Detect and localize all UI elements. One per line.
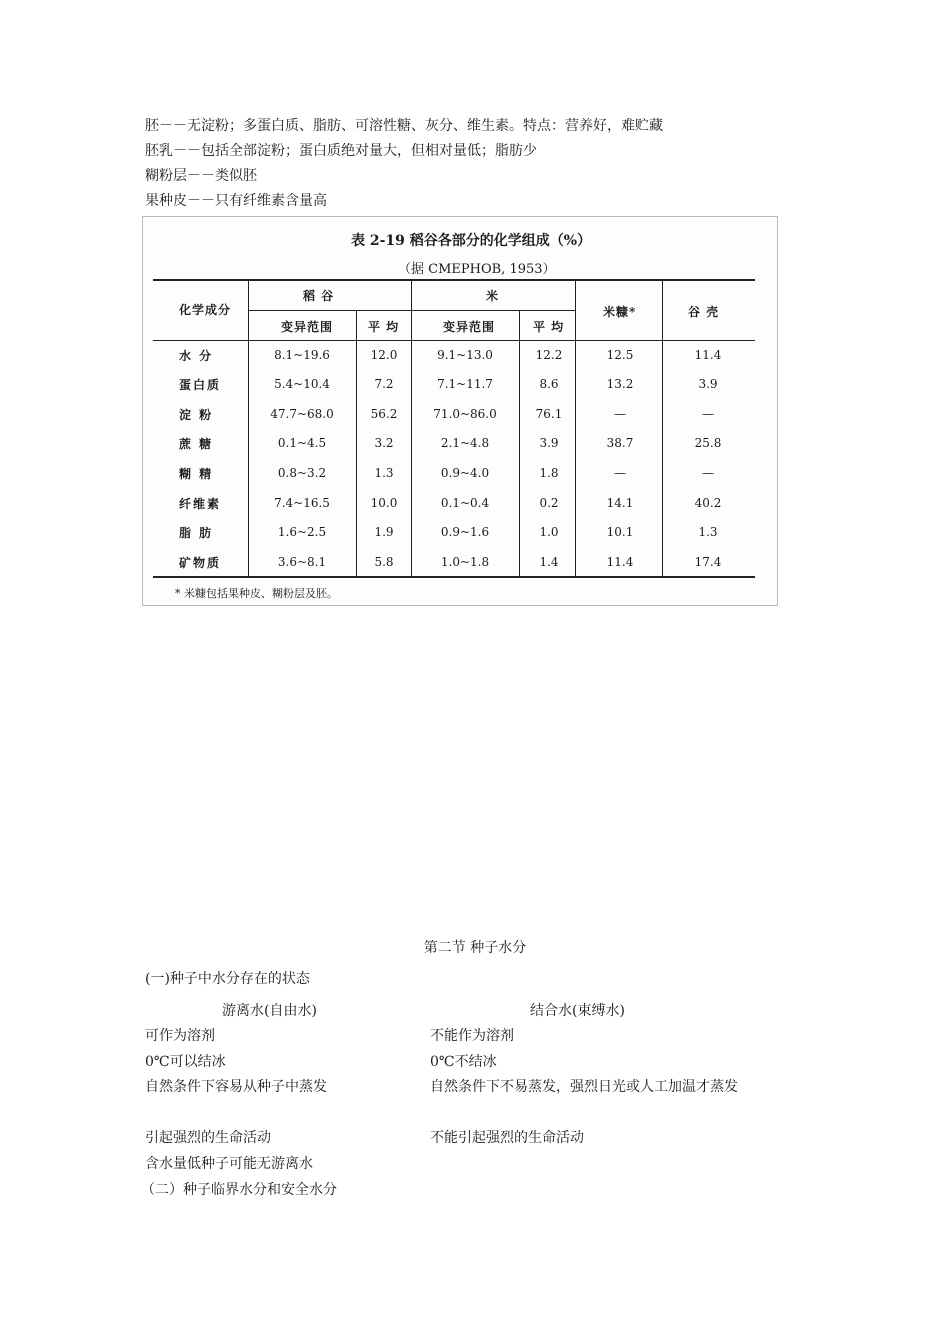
cell-rice-range: 2.1~4.8 — [440, 436, 490, 450]
row-label: 糊 精 — [179, 467, 214, 481]
cell-husk: 17.4 — [694, 555, 722, 569]
cell-rice-range: 1.0~1.8 — [440, 555, 490, 569]
cell-rice-mean: 12.2 — [535, 348, 563, 362]
row-label: 纤维素 — [179, 497, 222, 511]
table-footnote: * 米糠包括果种皮、糊粉层及胚。 — [175, 587, 338, 600]
cell-grain-mean: 12.0 — [370, 348, 398, 362]
cell-rice-range: 9.1~13.0 — [437, 348, 493, 362]
cell-husk: 40.2 — [694, 496, 722, 510]
header-mean: 平 均 — [533, 320, 565, 334]
table-col-divider — [662, 280, 663, 577]
cell-bran: 12.5 — [606, 348, 634, 362]
cell-grain-mean: 1.3 — [374, 466, 394, 480]
cell-bran: 13.2 — [606, 377, 634, 391]
cell-husk: 25.8 — [694, 436, 722, 450]
header-rice-grain: 稻 谷 — [303, 289, 335, 303]
cell-grain-mean: 5.8 — [374, 555, 394, 569]
intro-line-aleurone: 糊粉层－－类似胚 — [145, 168, 257, 184]
cell-bran: 14.1 — [606, 496, 634, 510]
cell-rice-range: 0.1~0.4 — [440, 496, 490, 510]
cell-grain-range: 8.1~19.6 — [274, 348, 330, 362]
header-rice: 米 — [486, 289, 500, 303]
header-husk: 谷 壳 — [688, 305, 720, 319]
cell-rice-mean: 8.6 — [539, 377, 559, 391]
cell-bran: 11.4 — [606, 555, 634, 569]
intro-line-endosperm: 胚乳－－包括全部淀粉；蛋白质绝对量大，但相对量低；脂肪少 — [145, 143, 537, 159]
header-mean: 平 均 — [368, 320, 400, 334]
header-range: 变异范围 — [281, 320, 334, 334]
cell-grain-range: 47.7~68.0 — [270, 407, 334, 421]
free-water-item: 含水量低种子可能无游离水 — [145, 1156, 313, 1172]
intro-line-embryo: 胚－－无淀粉；多蛋白质、脂肪、可溶性糖、灰分、维生素。特点：营养好，难贮藏 — [145, 118, 663, 134]
section-title: 第二节 种子水分 — [423, 940, 527, 956]
subsection-title: (一)种子中水分存在的状态 — [145, 971, 310, 987]
cell-bran: — — [614, 407, 626, 421]
header-component: 化学成分 — [179, 303, 232, 317]
cell-husk: 3.9 — [698, 377, 718, 391]
free-water-item: 自然条件下容易从种子中蒸发 — [145, 1079, 327, 1095]
table-source: （据 CMEPHOB, 1953） — [398, 262, 556, 277]
cell-rice-range: 0.9~4.0 — [440, 466, 490, 480]
row-label: 蛋白质 — [179, 378, 222, 392]
cell-grain-mean: 7.2 — [374, 377, 394, 391]
free-water-item: 0℃可以结冰 — [145, 1054, 226, 1070]
table-title: 表 2-19 稻谷各部分的化学组成（%） — [351, 233, 592, 249]
cell-husk: 11.4 — [694, 348, 722, 362]
cell-grain-range: 3.6~8.1 — [277, 555, 327, 569]
cell-rice-range: 71.0~86.0 — [433, 407, 497, 421]
table-header-bottom-rule — [153, 340, 755, 341]
row-label: 脂 肪 — [179, 526, 214, 540]
cell-bran: 10.1 — [606, 525, 634, 539]
cell-husk: — — [702, 466, 714, 480]
bound-water-item: 不能作为溶剂 — [430, 1028, 514, 1044]
cell-rice-mean: 0.2 — [539, 496, 559, 510]
cell-bran: — — [614, 466, 626, 480]
table-col-divider — [248, 280, 249, 577]
bound-water-item: 不能引起强烈的生命活动 — [430, 1130, 584, 1146]
row-label: 矿物质 — [179, 556, 222, 570]
cell-bran: 38.7 — [606, 436, 634, 450]
cell-rice-mean: 1.0 — [539, 525, 559, 539]
row-label: 蔗 糖 — [179, 437, 214, 451]
cell-rice-mean: 3.9 — [539, 436, 559, 450]
cell-rice-mean: 1.8 — [539, 466, 559, 480]
cell-grain-range: 1.6~2.5 — [277, 525, 327, 539]
cell-grain-mean: 10.0 — [370, 496, 398, 510]
cell-grain-range: 5.4~10.4 — [274, 377, 330, 391]
bound-water-header: 结合水(束缚水) — [530, 1003, 625, 1019]
table-figure — [142, 216, 778, 606]
free-water-item: 可作为溶剂 — [145, 1028, 215, 1044]
row-label: 淀 粉 — [179, 408, 214, 422]
cell-grain-range: 0.8~3.2 — [277, 466, 327, 480]
subsection-title: （二）种子临界水分和安全水分 — [141, 1182, 337, 1198]
bound-water-item: 0℃不结冰 — [430, 1054, 497, 1070]
header-bran: 米糠* — [603, 305, 637, 319]
cell-grain-mean: 1.9 — [374, 525, 394, 539]
bound-water-item: 自然条件下不易蒸发，强烈日光或人工加温才蒸发 — [430, 1079, 738, 1095]
table-bottom-rule — [153, 576, 755, 578]
cell-rice-range: 7.1~11.7 — [437, 377, 493, 391]
cell-grain-range: 0.1~4.5 — [277, 436, 327, 450]
cell-husk: 1.3 — [698, 525, 718, 539]
cell-rice-range: 0.9~1.6 — [440, 525, 490, 539]
cell-grain-range: 7.4~16.5 — [274, 496, 330, 510]
cell-grain-mean: 3.2 — [374, 436, 394, 450]
table-top-rule — [153, 279, 755, 281]
header-range: 变异范围 — [443, 320, 496, 334]
intro-line-pericarp: 果种皮－－只有纤维素含量高 — [145, 193, 327, 209]
row-label: 水 分 — [179, 349, 214, 363]
free-water-header: 游离水(自由水) — [222, 1003, 317, 1019]
cell-husk: — — [702, 407, 714, 421]
free-water-item: 引起强烈的生命活动 — [145, 1130, 271, 1146]
cell-rice-mean: 1.4 — [539, 555, 559, 569]
cell-rice-mean: 76.1 — [535, 407, 563, 421]
cell-grain-mean: 56.2 — [370, 407, 398, 421]
